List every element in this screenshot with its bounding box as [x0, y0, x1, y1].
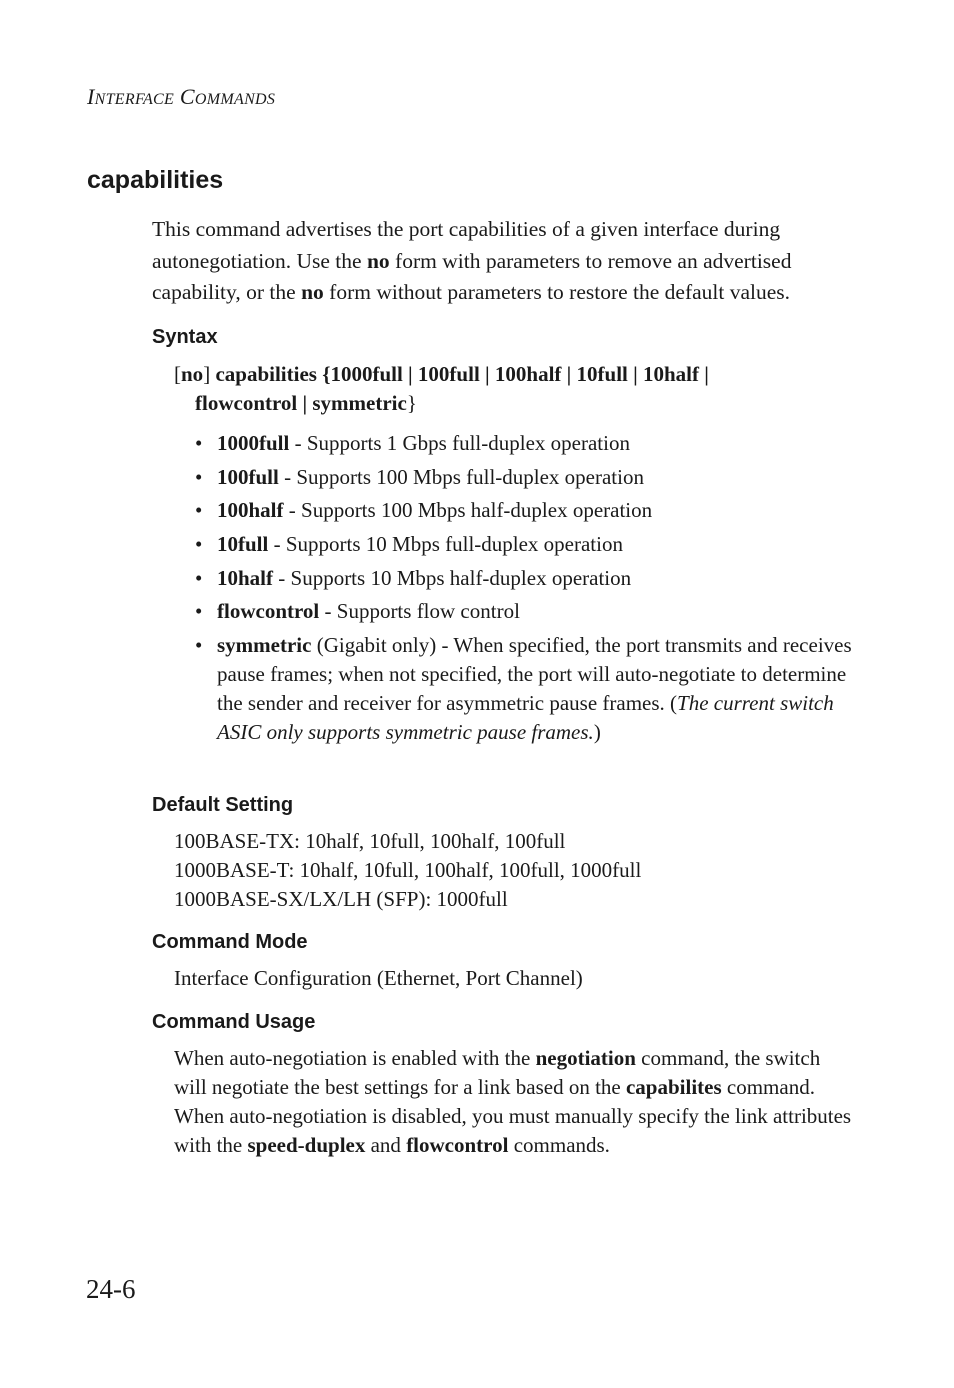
command-usage-text: When auto-negotiation is enabled with the negotiation command, the switch will negotiate the best settings for a link based on the capabilites command. When auto-negotiation is disabled, you must manually specify the link attributes with the speed-duplex and flowcontrol commands. [174, 1046, 852, 1157]
list-item: • 100full - Supports 100 Mbps full-duplex operation [195, 464, 644, 489]
command-mode-heading: Command Mode [152, 931, 308, 953]
list-item: • 100half - Supports 100 Mbps half-duplex operation [195, 498, 653, 523]
list-item: • 10half - Supports 10 Mbps half-duplex operation [195, 565, 632, 590]
syntax-heading: Syntax [152, 326, 218, 348]
list-item: • flowcontrol - Supports flow control [195, 599, 520, 624]
running-head: INTERFACE COMMANDS [87, 84, 276, 109]
section-title: capabilities [87, 166, 224, 194]
command-usage-heading: Command Usage [152, 1011, 316, 1033]
list-item-symmetric: • symmetric (Gigabit only) - When specified, the port transmits and receives pause frames; when not specified, the port will auto-negotiate to determine the sender and receiver for asymmetric pause frames. (The current switch ASIC only supports symmetric pause frames.) [195, 633, 852, 745]
syntax-definition: [no] capabilities {1000full | 100full | 100half | 10full | 10half | flowcontrol | symmetric} [174, 362, 709, 415]
default-setting-heading: Default Setting [152, 794, 294, 816]
parameter-list [195, 429, 855, 752]
list-item: • 1000full - Supports 1 Gbps full-duplex operation [195, 431, 630, 455]
page-number: 24-6 [86, 1274, 136, 1304]
default-setting-text: 100BASE-TX: 10half, 10full, 100half, 100full 1000BASE-T: 10half, 10full, 100half, 100full, 1000full 1000BASE-SX/LX/LH (SFP): 1000full [174, 829, 642, 911]
intro-paragraph: This command advertises the port capabilities of a given interface during autonegotiation. Use the no form with parameters to remove an advertised capability, or the no form without parameters to restore the default values. [152, 217, 792, 304]
list-item: • 10full - Supports 10 Mbps full-duplex operation [195, 532, 623, 557]
command-mode-text: Interface Configuration (Ethernet, Port Channel) [174, 966, 583, 990]
